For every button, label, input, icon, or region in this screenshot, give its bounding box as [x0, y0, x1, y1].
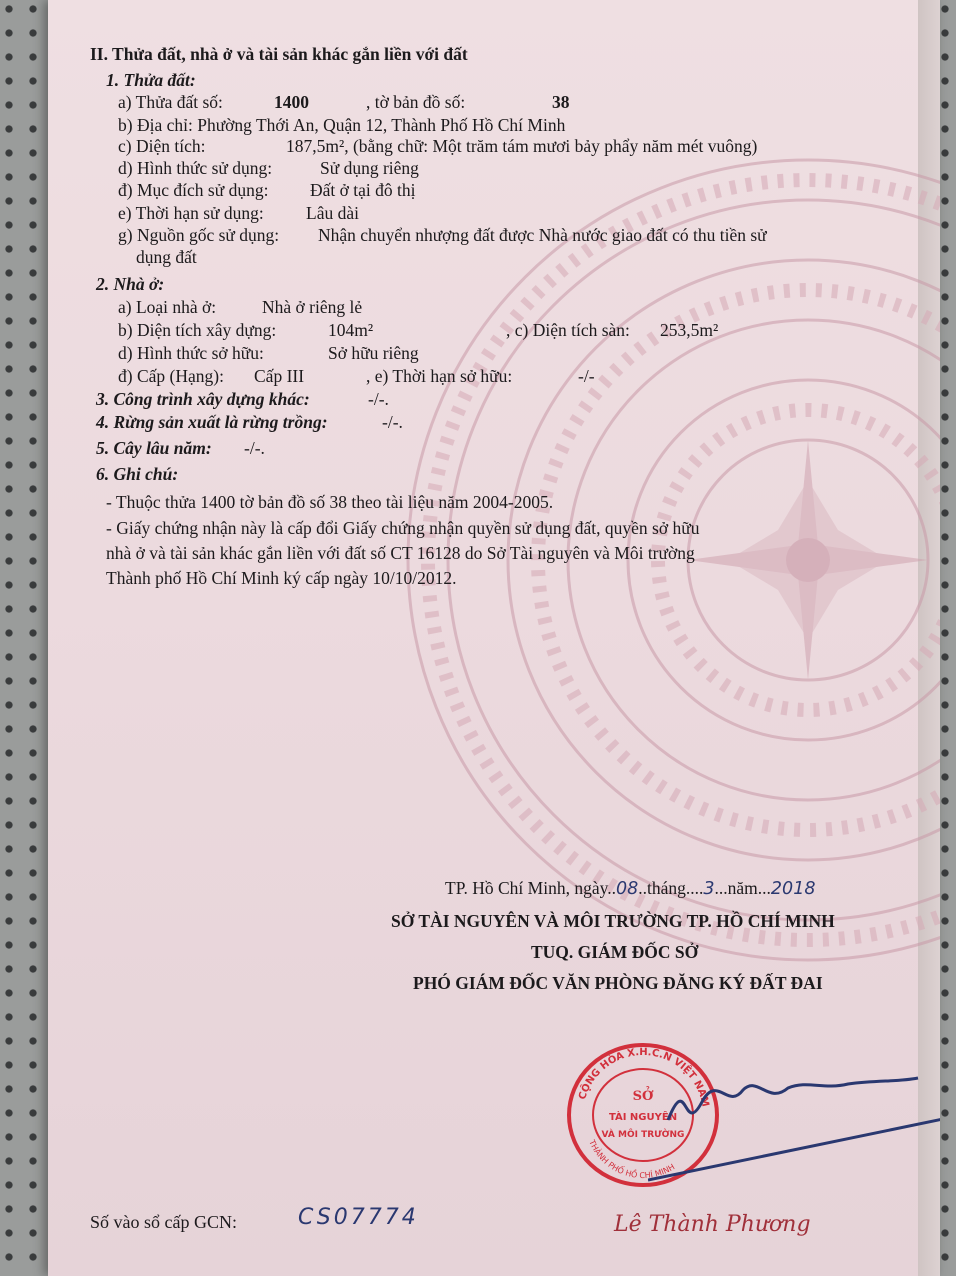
position-title: PHÓ GIÁM ĐỐC VĂN PHÒNG ĐĂNG KÝ ĐẤT ĐAI [413, 973, 823, 993]
certificate-page [48, 0, 940, 1276]
floor-area-label: , c) Diện tích sàn: [506, 320, 630, 340]
forest-value: -/-. [382, 412, 403, 432]
note-line-4: Thành phố Hồ Chí Minh ký cấp ngày 10/10/2012. [106, 568, 457, 588]
area-label: c) Diện tích: [118, 136, 206, 156]
land-heading: 1. Thửa đất: [106, 70, 196, 90]
use-form-label: d) Hình thức sử dụng: [118, 158, 273, 178]
house-type-value: Nhà ở riêng lẻ [262, 297, 363, 317]
other-construction-value: -/-. [368, 389, 389, 409]
floor-area-value: 253,5m² [660, 320, 719, 340]
stamp-center-2: TÀI NGUYÊN [608, 1112, 678, 1123]
address: b) Địa chỉ: Phường Thới An, Quận 12, Thành Phố Hồ Chí Minh [118, 115, 566, 135]
date-line: TP. Hồ Chí Minh, ngày..08..tháng....3...năm...2018 [445, 878, 816, 899]
note-line-1: - Thuộc thửa 1400 tờ bản đồ số 38 theo tài liệu năm 2004-2005. [106, 492, 554, 512]
origin-label: g) Nguồn gốc sử dụng: [118, 225, 280, 245]
notes-heading: 6. Ghi chú: [96, 464, 179, 484]
stamp-center-1: SỞ [632, 1089, 654, 1104]
map-label: , tờ bản đồ số: [366, 92, 466, 112]
note-line-3: nhà ở và tài sản khác gắn liền với đất số CT 16128 do Sở Tài nguyên và Môi trường [106, 543, 695, 563]
own-term-label: , e) Thời hạn sở hữu: [366, 366, 513, 386]
area-value: 187,5m², (bằng chữ: Một trăm tám mươi bảy phẩy năm mét vuông) [286, 136, 758, 156]
built-area-value: 104m² [328, 320, 374, 340]
date-year-label: năm [727, 878, 758, 898]
gcn-number: CS07774 [298, 1205, 419, 1230]
perennial-value: -/-. [244, 438, 265, 458]
date-year: 2018 [770, 879, 816, 899]
section-title: II. Thửa đất, nhà ở và tài sản khác gắn liền với đất [90, 44, 468, 64]
origin-value-2: dụng đất [136, 247, 197, 267]
other-construction-label: 3. Công trình xây dựng khác: [96, 389, 310, 409]
date-month: 3 [703, 879, 715, 899]
built-area-label: b) Diện tích xây dựng: [118, 320, 277, 340]
stamp-center-3: VÀ MÔI TRƯỜNG [601, 1130, 685, 1140]
signature-scribble [648, 1060, 940, 1190]
stamp-ring-text: CỘNG HÒA X.H.C.N VIỆT NAM [577, 1046, 711, 1108]
grade-label: đ) Cấp (Hạng): [118, 366, 224, 386]
tuq-title: TUQ. GIÁM ĐỐC SỞ [531, 942, 699, 962]
map-number: 38 [552, 92, 570, 112]
purpose-value: Đất ở tại đô thị [310, 180, 416, 200]
plot-number: 1400 [274, 92, 309, 112]
use-form-value: Sử dụng riêng [320, 158, 419, 178]
date-place-label: TP. Hồ Chí Minh, ngày [445, 878, 608, 898]
purpose-label: đ) Mục đích sử dụng: [118, 180, 269, 200]
forest-label: 4. Rừng sản xuất là rừng trồng: [96, 412, 328, 432]
own-term-value: -/- [578, 366, 595, 386]
ownership-label: d) Hình thức sở hữu: [118, 343, 264, 363]
perennial-label: 5. Cây lâu năm: [96, 438, 212, 458]
date-day: 08 [615, 879, 639, 899]
date-month-label: tháng [647, 878, 686, 898]
house-heading: 2. Nhà ở: [96, 274, 165, 294]
origin-value-1: Nhận chuyển nhượng đất được Nhà nước giao đất có thu tiền sử [318, 225, 767, 245]
plot-label: a) Thửa đất số: [118, 92, 223, 112]
gcn-label: Số vào sổ cấp GCN: [90, 1212, 237, 1232]
signer-name: Lê Thành Phương [614, 1212, 811, 1237]
grade-value: Cấp III [254, 366, 305, 386]
note-line-2: - Giấy chứng nhận này là cấp đổi Giấy chứng nhận quyền sử dụng đất, quyền sở hữu [106, 518, 700, 538]
term-label: e) Thời hạn sử dụng: [118, 203, 264, 223]
house-type-label: a) Loại nhà ở: [118, 297, 217, 317]
ownership-value: Sở hữu riêng [328, 343, 419, 363]
org-name: SỞ TÀI NGUYÊN VÀ MÔI TRƯỜNG TP. HỒ CHÍ MINH [391, 911, 835, 931]
term-value: Lâu dài [306, 203, 359, 223]
stamp-bottom-text: THÀNH PHỐ HỒ CHÍ MINH [587, 1138, 677, 1181]
